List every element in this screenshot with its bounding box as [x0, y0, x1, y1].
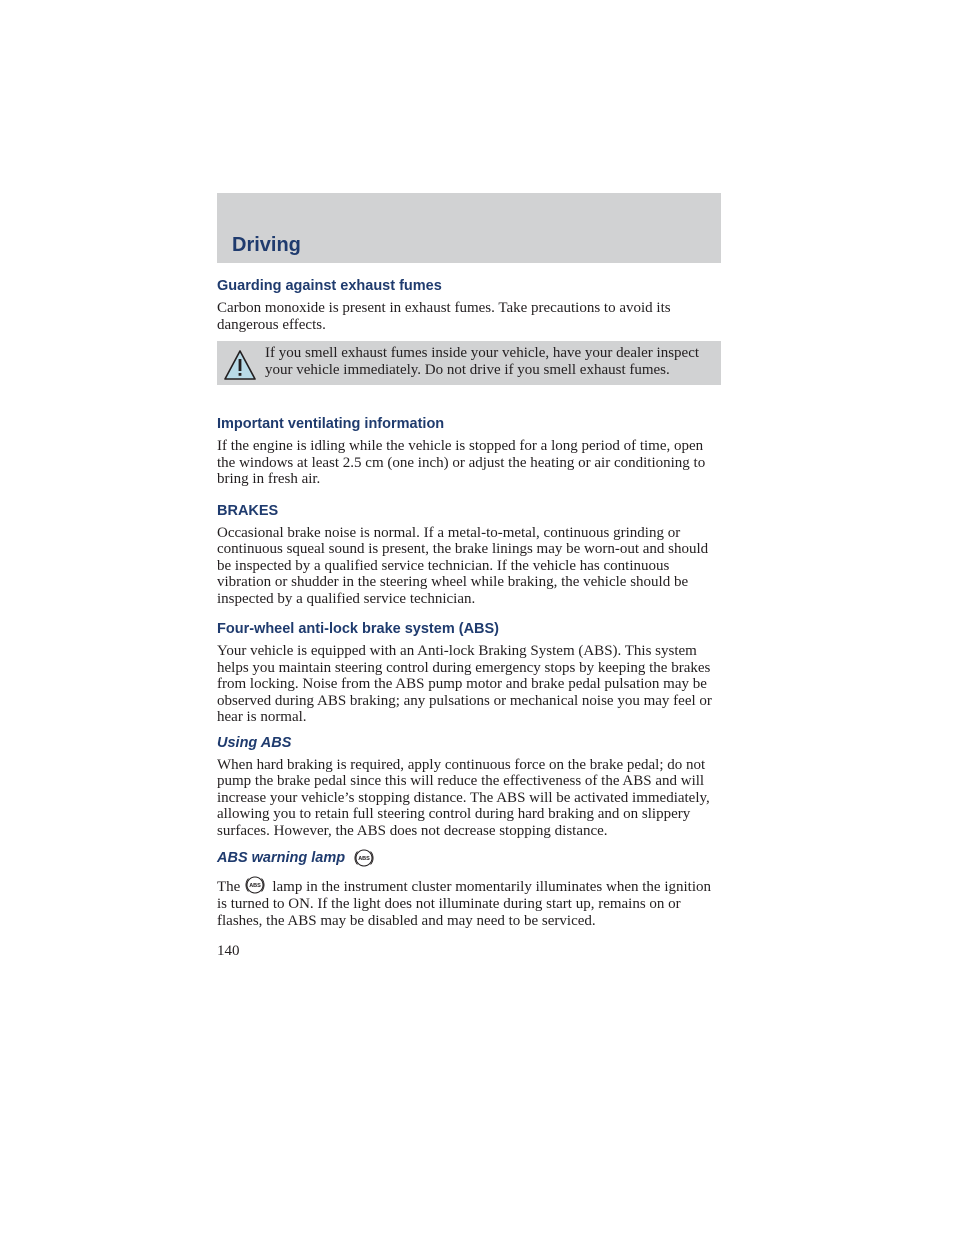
brakes-heading: BRAKES [217, 502, 279, 519]
manual-page [217, 193, 721, 960]
abs-lamp-heading-text: ABS warning lamp [217, 849, 346, 866]
abs-lamp-icon-label: ABS [358, 856, 370, 862]
abs-lamp-heading [217, 847, 721, 869]
exhaust-body: Carbon monoxide is present in exhaust fumes. Take precautions to avoid its dangerous effects. [217, 300, 671, 333]
using-abs-body: When hard braking is required, apply continuous force on the brake pedal; do not pump the brake pedal since this will reduce the effectiveness of the ABS and will increase your vehicle’s stopping distance. The ABS will be activated immediately, allowing you to retain full steering control during hard braking and on slippery surfaces. However, the ABS does not decrease stopping distance. [217, 756, 710, 839]
abs-heading: Four-wheel anti-lock brake system (ABS) [217, 621, 500, 637]
warning-triangle-icon [224, 349, 256, 381]
abs-lamp-body-prefix: The [217, 879, 241, 895]
warning-box [217, 341, 721, 385]
abs-inline-icon [244, 874, 266, 896]
abs-inline-icon-label: ABS [249, 883, 262, 889]
page-number: 140 [217, 943, 240, 959]
abs-lamp-icon [353, 847, 375, 869]
section-header-band [217, 193, 721, 263]
ventilating-heading: Important ventilating information [217, 416, 445, 432]
warning-text: If you smell exhaust fumes inside your vehicle, have your dealer inspect your vehicle immediately. Do not drive if you smell exhaust fumes. [265, 345, 700, 378]
ventilating-body: If the engine is idling while the vehicle is stopped for a long period of time, open the windows at least 2.5 cm (one inch) or adjust the heating or air conditioning to bring in fresh air. [217, 438, 706, 487]
abs-lamp-body [217, 874, 721, 929]
brakes-body: Occasional brake noise is normal. If a metal-to-metal, continuous grinding or continuous squeal sound is present, the brake linings may be worn-out and should be inspected by a qualified service technician. If the vehicle has continuous vibration or shudder in the steering wheel while braking, the vehicle should be inspected by a qualified service technician. [217, 524, 709, 607]
using-abs-heading: Using ABS [217, 734, 292, 751]
section-title: Driving [232, 234, 301, 256]
abs-lamp-body-suffix: lamp in the instrument cluster momentarily illuminates when the ignition is turned to ON. If the light does not illuminate during start up, remains on or flashes, the ABS may be disabled and may need to be serviced. [217, 879, 711, 929]
exhaust-heading: Guarding against exhaust fumes [217, 278, 442, 294]
abs-body: Your vehicle is equipped with an Anti-lock Braking System (ABS). This system helps you maintain steering control during emergency stops by keeping the brakes from locking. Noise from the ABS pump motor and brake pedal pulsation may be observed during ABS braking; any pulsations or mechanical noise you may feel or hear is normal. [217, 643, 712, 725]
